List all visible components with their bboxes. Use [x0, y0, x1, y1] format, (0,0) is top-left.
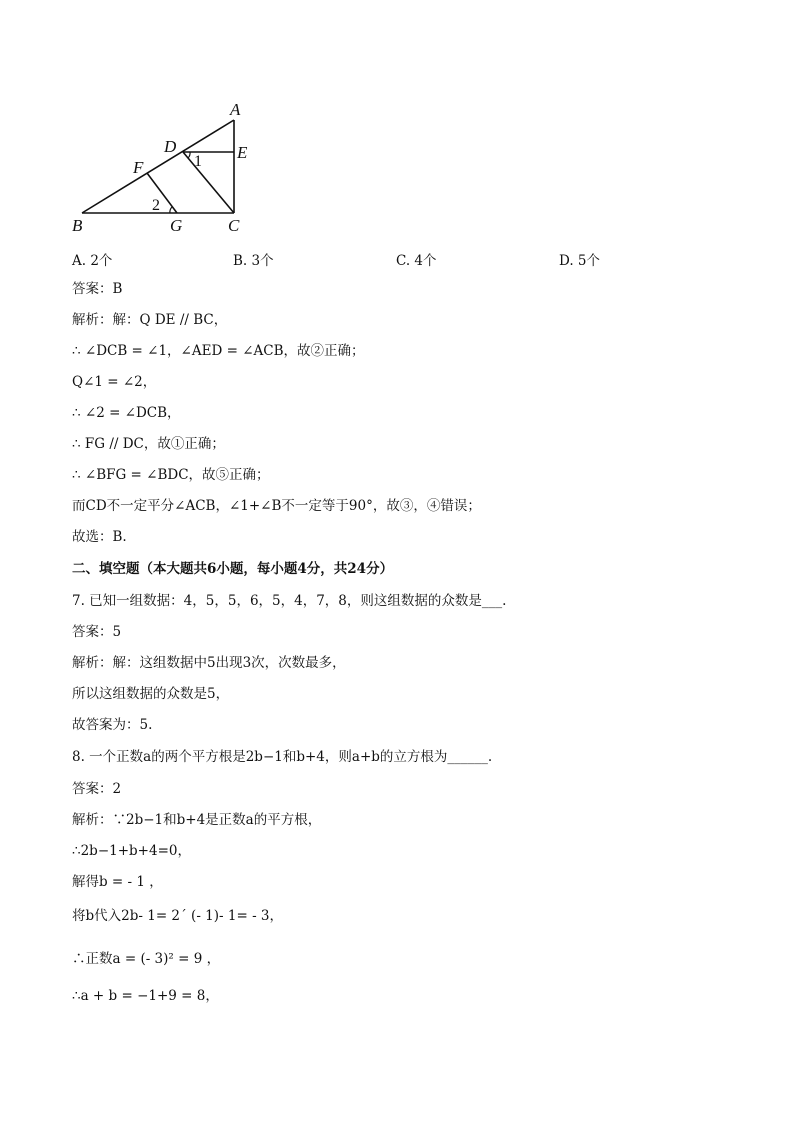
q6-analysis-line-6: ∴ ∠BFG = ∠BDC，故⑤正确； — [72, 467, 270, 483]
q8-analysis-line-2: ∴2b−1+b+4=0， — [72, 843, 191, 859]
q6-analysis-line-1: 解析：解：Q DE // BC， — [72, 312, 228, 328]
q8-analysis-line-4: 将b代入2b- 1= 2´ (- 1)- 1= - 3， — [72, 908, 284, 924]
q6-analysis-line-5: ∴ FG // DC，故①正确； — [72, 436, 225, 452]
segment-DC — [183, 152, 234, 213]
q6-answer: 答案：B — [72, 281, 123, 297]
section-heading: 二、填空题（本大题共6小题，每小题4分，共24分） — [72, 561, 394, 577]
label-D: D — [164, 137, 177, 156]
triangle-figure — [66, 98, 266, 238]
q6-analysis-line-4: ∴ ∠2 = ∠DCB， — [72, 405, 181, 421]
angle-1-arc — [188, 152, 190, 158]
option-c: C. 4个 — [396, 253, 437, 269]
q6-analysis-line-8: 故选：B. — [72, 529, 127, 545]
q6-analysis-line-7: 而CD不一定平分∠ACB，∠1+∠B不一定等于90°，故③，④错误； — [72, 498, 481, 514]
option-a: A. 2个 — [72, 253, 113, 269]
label-A: A — [230, 100, 241, 119]
option-b: B. 3个 — [233, 253, 274, 269]
q8-answer: 答案：2 — [72, 781, 122, 797]
q8-analysis-line-5: ∴正数a = (- 3)² = 9 ， — [72, 951, 221, 967]
option-d: D. 5个 — [559, 253, 601, 269]
q8-analysis-line-6: ∴a + b = −1+9 = 8， — [72, 988, 219, 1004]
q7-analysis-line-3: 故答案为：5. — [72, 717, 153, 733]
label-C: C — [228, 216, 240, 235]
q7-answer: 答案：5 — [72, 624, 122, 640]
angle-2-arc — [170, 207, 172, 213]
label-F: F — [133, 158, 144, 177]
q7-analysis-line-2: 所以这组数据的众数是5， — [72, 686, 230, 702]
q7-question: 7. 已知一组数据：4，5，5，6，5，4，7，8，则这组数据的众数是___. — [72, 593, 507, 609]
label-angle-1: 1 — [194, 153, 202, 170]
label-G: G — [170, 216, 183, 235]
q7-analysis-line-1: 解析：解：这组数据中5出现3次，次数最多， — [72, 655, 346, 671]
label-E: E — [237, 143, 248, 162]
q6-analysis-line-3: Q∠1 = ∠2， — [72, 374, 157, 390]
q8-analysis-line-3: 解得b = - 1 ， — [72, 874, 163, 890]
label-B: B — [72, 216, 83, 235]
label-angle-2: 2 — [152, 197, 160, 214]
q6-analysis-line-2: ∴ ∠DCB = ∠1，∠AED = ∠ACB，故②正确； — [72, 343, 365, 359]
q8-question: 8. 一个正数a的两个平方根是2b−1和b+4，则a+b的立方根为______. — [72, 749, 493, 765]
q8-analysis-line-1: 解析：∵2b−1和b+4是正数a的平方根， — [72, 812, 322, 828]
